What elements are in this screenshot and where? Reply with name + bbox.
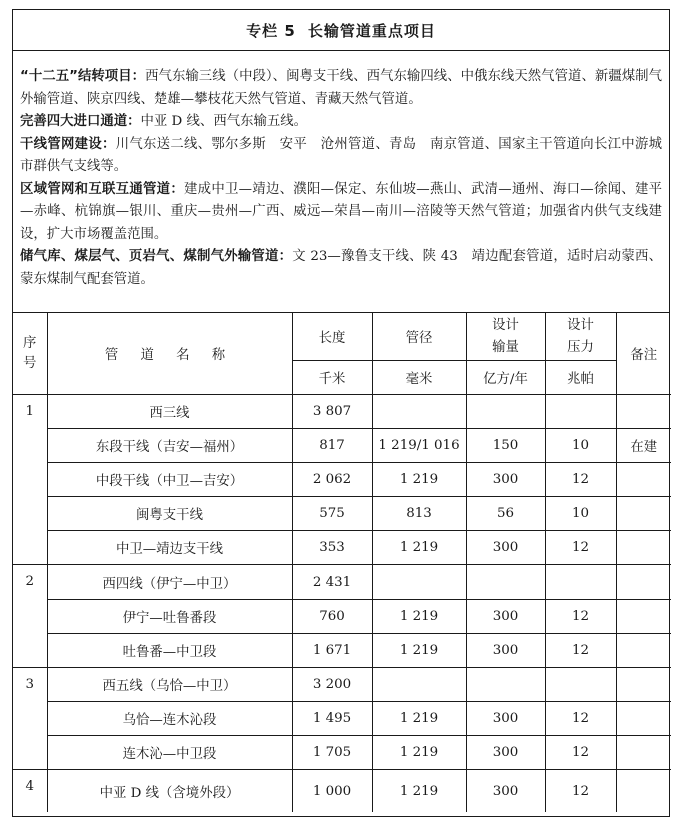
cell-seq: 1 (13, 395, 47, 565)
cell-pressure (545, 565, 616, 599)
cell-pressure: 12 (545, 735, 616, 769)
cell-note (616, 633, 671, 667)
header-length: 长度 (292, 313, 372, 361)
cell-diameter: 1 219/1 016 (372, 429, 466, 463)
cell-name: 中段干线（中卫—吉安） (47, 463, 292, 497)
cell-note (616, 531, 671, 565)
header-capacity: 设计 输量 (466, 313, 545, 361)
table-row (13, 701, 671, 735)
cell-diameter (372, 565, 466, 599)
intro-lead: 区域管网和互联互通管道： (20, 181, 184, 197)
intro-body: 建成中卫—靖边、濮阳—保定、东仙坡—燕山、武清—通州、海口—徐闻、建平—赤峰、杭锦旗—银川、重庆—贵州—广西、威远—荣昌—南川—涪陵等天然气管道；加强省内供气支线建设，扩大市场覆盖范围。 (20, 181, 662, 242)
cell-length: 3 200 (292, 667, 372, 701)
cell-pressure (545, 667, 616, 701)
intro-body: 西气东输三线（中段）、闽粤支干线、西气东输四线、中俄东线天然气管道、新疆煤制气外输管道、陕京四线、楚雄—攀枝花天然气管道、青藏天然气管道。 (20, 69, 662, 107)
cell-length: 2 062 (292, 463, 372, 497)
cell-name: 伊宁—吐鲁番段 (47, 599, 292, 633)
unit-diameter: 毫米 (372, 361, 466, 395)
table-row (13, 633, 671, 667)
header-name: 管 道 名 称 (47, 313, 292, 395)
intro-paragraph (20, 179, 662, 247)
intro-lead: 储气库、煤层气、页岩气、煤制气外输管道： (20, 249, 293, 264)
cell-seq: 3 (13, 667, 47, 769)
cell-diameter: 1 219 (372, 770, 466, 813)
cell-pressure: 10 (545, 429, 616, 463)
intro-paragraph (20, 246, 662, 291)
table-row (13, 395, 671, 429)
cell-pressure: 12 (545, 633, 616, 667)
cell-seq: 2 (13, 565, 47, 667)
intro-lead: 干线管网建设： (20, 136, 116, 152)
cell-note (616, 463, 671, 497)
cell-length: 1 705 (292, 735, 372, 769)
cell-diameter: 1 219 (372, 633, 466, 667)
cell-capacity (466, 395, 545, 429)
table-row (13, 599, 671, 633)
cell-diameter (372, 667, 466, 701)
intro-lead: “十二五”结转项目： (20, 69, 146, 84)
cell-capacity: 300 (466, 701, 545, 735)
header-diameter: 管径 (372, 313, 466, 361)
table-row (13, 531, 671, 565)
cell-pressure: 12 (545, 463, 616, 497)
cell-pressure: 12 (545, 770, 616, 813)
cell-pressure: 12 (545, 599, 616, 633)
cell-diameter: 1 219 (372, 701, 466, 735)
table-row (13, 770, 671, 813)
cell-capacity: 300 (466, 735, 545, 769)
cell-capacity: 300 (466, 531, 545, 565)
cell-pressure (545, 395, 616, 429)
box-title (13, 10, 669, 51)
cell-capacity: 56 (466, 497, 545, 531)
cell-diameter: 1 219 (372, 735, 466, 769)
cell-length: 1 495 (292, 701, 372, 735)
cell-length: 760 (292, 599, 372, 633)
header-note: 备注 (616, 313, 671, 395)
cell-note (616, 497, 671, 531)
intro-body: 中亚 D 线、西气东输五线。 (140, 114, 308, 129)
cell-pressure: 12 (545, 701, 616, 735)
pipeline-table (13, 313, 671, 812)
intro-lead: 完善四大进口通道： (20, 114, 141, 129)
cell-length: 3 807 (292, 395, 372, 429)
cell-length: 2 431 (292, 565, 372, 599)
intro-body: 川气东送二线、鄂尔多斯 安平 沧州管道、青岛 南京管道、国家主干管道向长江中游城市群供气支线等。 (20, 136, 663, 174)
cell-note (616, 701, 671, 735)
cell-seq: 4 (13, 770, 47, 813)
cell-note (616, 395, 671, 429)
cell-name: 西三线 (47, 395, 292, 429)
feature-box (12, 9, 670, 817)
cell-length: 817 (292, 429, 372, 463)
cell-diameter: 813 (372, 497, 466, 531)
table-row (13, 565, 671, 599)
table-row (13, 429, 671, 463)
cell-diameter: 1 219 (372, 599, 466, 633)
cell-name: 乌恰—连木沁段 (47, 701, 292, 735)
cell-capacity: 300 (466, 599, 545, 633)
cell-name: 闽粤支干线 (47, 497, 292, 531)
cell-name: 中卫—靖边支干线 (47, 531, 292, 565)
cell-diameter (372, 395, 466, 429)
cell-name: 吐鲁番—中卫段 (47, 633, 292, 667)
box-label: 专栏 5 (246, 21, 296, 40)
intro-text (13, 51, 669, 313)
cell-length: 353 (292, 531, 372, 565)
cell-note (616, 735, 671, 769)
header-seq: 序 号 (13, 313, 47, 395)
unit-length: 千米 (292, 361, 372, 395)
intro-body: 文 23—豫鲁支干线、陕 43 靖边配套管道，适时启动蒙西、蒙东煤制气配套管道。 (20, 249, 663, 287)
cell-note (616, 599, 671, 633)
cell-capacity: 150 (466, 429, 545, 463)
cell-name: 西五线（乌恰—中卫） (47, 667, 292, 701)
cell-name: 西四线（伊宁—中卫） (47, 565, 292, 599)
intro-paragraph (20, 66, 662, 111)
unit-pressure: 兆帕 (545, 361, 616, 395)
table-row (13, 735, 671, 769)
intro-paragraph (20, 134, 662, 179)
cell-note: 在建 (616, 429, 671, 463)
cell-pressure: 10 (545, 497, 616, 531)
cell-note (616, 667, 671, 701)
table-row (13, 497, 671, 531)
cell-name: 东段干线（吉安—福州） (47, 429, 292, 463)
cell-length: 1 000 (292, 770, 372, 813)
cell-name: 中亚 D 线（含境外段） (47, 770, 292, 813)
cell-pressure: 12 (545, 531, 616, 565)
cell-capacity: 300 (466, 463, 545, 497)
cell-capacity (466, 667, 545, 701)
cell-capacity (466, 565, 545, 599)
cell-diameter: 1 219 (372, 531, 466, 565)
cell-note (616, 565, 671, 599)
table-row (13, 463, 671, 497)
intro-paragraph (20, 111, 662, 134)
unit-capacity: 亿方/年 (466, 361, 545, 395)
header-pressure: 设计 压力 (545, 313, 616, 361)
box-heading: 长输管道重点项目 (307, 21, 436, 40)
cell-capacity: 300 (466, 770, 545, 813)
cell-diameter: 1 219 (372, 463, 466, 497)
cell-length: 575 (292, 497, 372, 531)
cell-name: 连木沁—中卫段 (47, 735, 292, 769)
cell-capacity: 300 (466, 633, 545, 667)
cell-note (616, 770, 671, 813)
table-row (13, 667, 671, 701)
cell-length: 1 671 (292, 633, 372, 667)
